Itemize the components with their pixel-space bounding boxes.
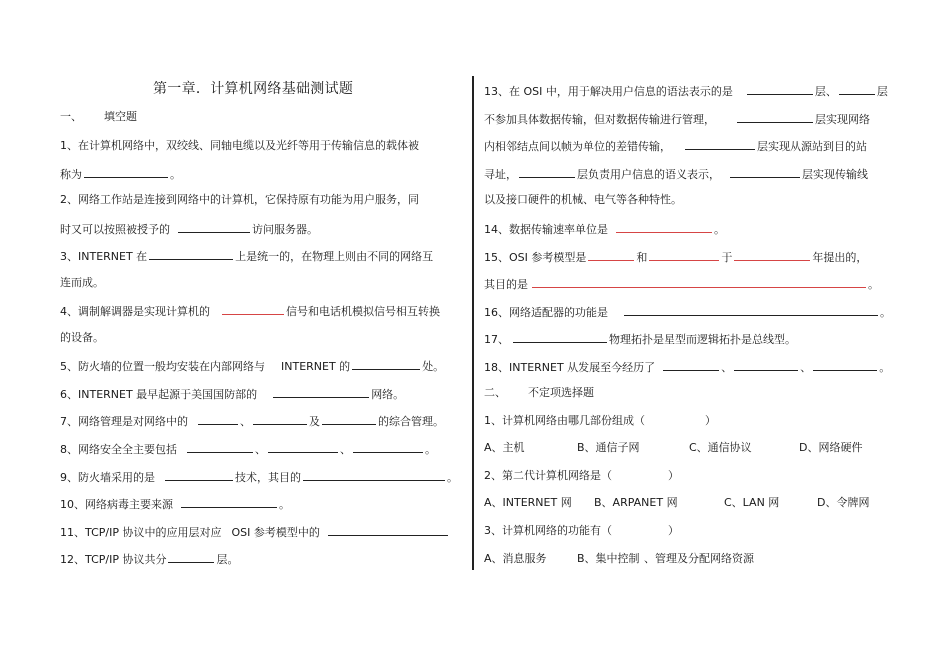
answer-blank[interactable] [730, 166, 800, 178]
answer-blank[interactable] [84, 166, 168, 178]
answer-blank[interactable] [685, 138, 755, 150]
answer-blank[interactable] [187, 441, 253, 453]
answer-blank[interactable] [222, 303, 284, 315]
answer-blank[interactable] [181, 496, 277, 508]
section-heading-multiple-choice: 二、 不定项选择题 [484, 386, 594, 399]
question-15-line1: 15、OSI 参考模型是 和 于 年提出的， [484, 251, 868, 264]
question-1-line2: 称为 。 [60, 168, 181, 181]
answer-blank[interactable] [178, 221, 250, 233]
answer-blank[interactable] [513, 331, 607, 343]
option-a[interactable]: A、INTERNET 网 [484, 496, 572, 509]
option-b[interactable]: B、通信子网 [577, 441, 640, 454]
question-13-line5: 以及接口硬件的机械、电气等各种特性。 [484, 193, 682, 206]
option-a[interactable]: A、主机 [484, 441, 525, 454]
answer-blank[interactable] [322, 413, 376, 425]
mc-question-3: 3、计算机网络的功能有（ ） [484, 524, 679, 537]
question-10: 10、网络病毒主要来源 。 [60, 498, 290, 511]
answer-blank[interactable] [303, 469, 445, 481]
answer-blank[interactable] [328, 524, 448, 536]
mc-question-2: 2、第二代计算机网络是（ ） [484, 469, 679, 482]
option-d[interactable]: D、令牌网 [817, 496, 870, 509]
answer-blank[interactable] [747, 83, 813, 95]
answer-blank[interactable] [734, 359, 798, 371]
option-a[interactable]: A、消息服务 [484, 552, 547, 565]
answer-blank[interactable] [616, 221, 712, 233]
answer-blank[interactable] [663, 359, 719, 371]
answer-blank[interactable] [149, 248, 233, 260]
option-c[interactable]: C、通信协议 [689, 441, 752, 454]
answer-blank[interactable] [734, 249, 810, 261]
answer-blank[interactable] [839, 83, 875, 95]
answer-blank[interactable] [813, 359, 877, 371]
option-b[interactable]: B、ARPANET 网 [594, 496, 678, 509]
question-15-line2: 其目的是 。 [484, 278, 879, 291]
question-2-line2: 时又可以按照被授予的 访问服务器。 [60, 223, 318, 236]
question-7: 7、网络管理是对网络中的 、 及 的综合管理。 [60, 415, 444, 428]
question-4-line1: 4、调制解调器是实现计算机的 信号和电话机模拟信号相互转换 [60, 305, 440, 318]
question-13-line2: 不参加具体数据传输，但对数据传输进行管理， 层实现网络 [484, 113, 870, 126]
answer-blank[interactable] [737, 111, 813, 123]
answer-blank[interactable] [649, 249, 719, 261]
option-b-continuation: 、管理及分配网络资源 [644, 552, 754, 565]
section-heading-fill-blank: 一、 填空题 [60, 110, 137, 123]
question-2-line1: 2、网络工作站是连接到网络中的计算机，它保持原有功能为用户服务，同 [60, 193, 419, 206]
question-17: 17、 物理拓扑是星型而逻辑拓扑是总线型。 [484, 333, 796, 346]
answer-blank[interactable] [624, 304, 878, 316]
answer-blank[interactable] [273, 386, 369, 398]
option-c[interactable]: C、LAN 网 [724, 496, 780, 509]
answer-blank[interactable] [532, 276, 866, 288]
option-d[interactable]: D、网络硬件 [799, 441, 863, 454]
question-18: 18、INTERNET 从发展至今经历了 、 、 。 [484, 361, 891, 374]
question-9: 9、防火墙采用的是 技术，其目的 。 [60, 471, 458, 484]
answer-blank[interactable] [253, 413, 307, 425]
question-5: 5、防火墙的位置一般均安装在内部网络与 INTERNET 的 处。 [60, 360, 445, 373]
page-title: 第一章．计算机网络基础测试题 [153, 81, 354, 97]
answer-blank[interactable] [198, 413, 238, 425]
question-8: 8、网络安全全主要包括 、 、 。 [60, 443, 436, 456]
question-1-line1: 1、在计算机网络中，双绞线、同轴电缆以及光纤等用于传输信息的载体被 [60, 139, 419, 152]
question-6: 6、INTERNET 最早起源于美国国防部的 网络。 [60, 388, 405, 401]
answer-blank[interactable] [353, 441, 423, 453]
answer-blank[interactable] [352, 358, 420, 370]
answer-blank[interactable] [268, 441, 338, 453]
option-b[interactable]: B、集中控制 [577, 552, 640, 565]
mc-question-1: 1、计算机网络由哪几部份组成（ ） [484, 414, 716, 427]
question-4-line2: 的设备。 [60, 331, 104, 344]
answer-blank[interactable] [165, 469, 233, 481]
answer-blank[interactable] [519, 166, 575, 178]
question-3-line2: 连而成。 [60, 276, 104, 289]
question-13-line1: 13、在 OSI 中，用于解决用户信息的语法表示的是 层、 层 [484, 85, 888, 98]
question-14: 14、数据传输速率单位是 。 [484, 223, 725, 236]
answer-blank[interactable] [588, 249, 634, 261]
question-16: 16、网络适配器的功能是 。 [484, 306, 891, 319]
question-13-line4: 寻址， 层负责用户信息的语义表示， 层实现传输线 [484, 168, 868, 181]
column-divider [472, 76, 474, 570]
question-3-line1: 3、INTERNET 在 上是统一的，在物理上则由不同的网络互 [60, 250, 434, 263]
question-11: 11、TCP/IP 协议中的应用层对应 OSI 参考模型中的 [60, 524, 450, 538]
question-12: 12、TCP/IP 协议共分 层。 [60, 553, 239, 566]
question-13-line3: 内相邻结点间以帧为单位的差错传输， 层实现从源站到目的站 [484, 140, 867, 153]
answer-blank[interactable] [168, 551, 214, 563]
